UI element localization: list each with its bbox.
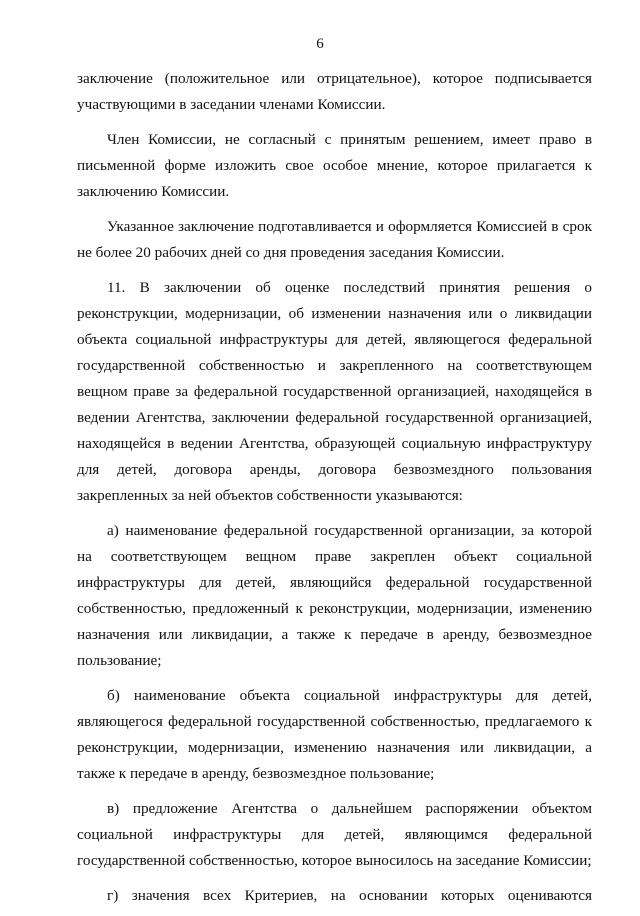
document-body — [77, 66, 592, 916]
paragraph-item-11: 11. В заключении об оценке последствий принятия решения о реконструкции, модернизации, об изменении назначения или о ликвидации объекта социальной инфраструктуры для детей, являющегося федеральной государственной собственностью и закрепленного на соответствующем вещном праве за федеральной государственной организацией, находящейся в ведении Агентства, заключении федеральной государственной организацией, находящейся в ведении Агентства, образующей социальную инфраструктуру для детей, договора аренды, договора безвозмездного пользования закрепленных за ней объектов собственности указываются: — [77, 279, 592, 504]
paragraph-subitem-b: б) наименование объекта социальной инфраструктуры для детей, являющегося федеральной государственной собственностью, предлагаемого к реконструкции, модернизации, изменению назначения или ликвидации, а также к передаче в аренду, безвозмездное пользование; — [77, 687, 592, 782]
paragraph-subitem-g: г) значения всех Критериев, на основании которых оцениваются — [107, 887, 592, 904]
paragraph-subitem-a: а) наименование федеральной государственной организации, за которой на соответствующем вещном праве закреплен объект социальной инфраструктуры для детей, являющийся федеральной государственной собственностью, предложенный к реконструкции, модернизации, изменению назначения или ликвидации, а также к передаче в аренду, безвозмездное пользование; — [77, 522, 592, 669]
paragraph-conclusion-signing: заключение (положительное или отрицательное), которое подписывается участвующими в заседании членами Комиссии. — [77, 70, 592, 113]
paragraph-preparation-deadline: Указанное заключение подготавливается и оформляется Комиссией в срок не более 20 рабочих дней со дня проведения заседания Комиссии. — [77, 218, 592, 261]
paragraph-subitem-v: в) предложение Агентства о дальнейшем распоряжении объектом социальной инфраструктуры для детей, являющимся федеральной государственной собственностью, которое выносилось на заседание Комиссии; — [77, 800, 592, 869]
paragraph-dissenting-opinion: Член Комиссии, не согласный с принятым решением, имеет право в письменной форме изложить свое особое мнение, которое прилагается к заключению Комиссии. — [77, 131, 592, 200]
page-number: 6 — [316, 36, 324, 52]
